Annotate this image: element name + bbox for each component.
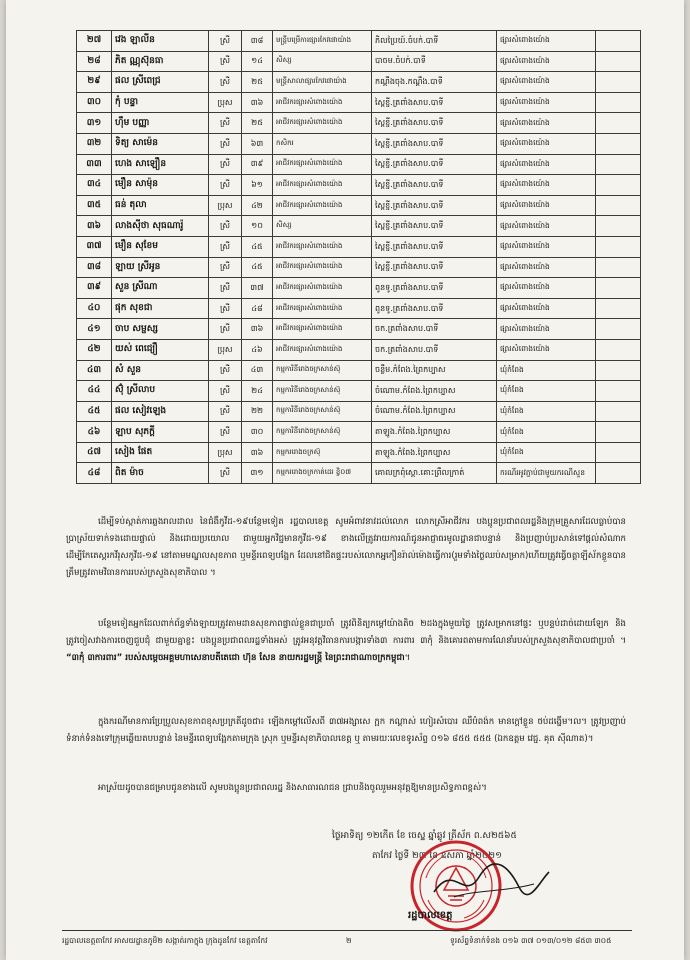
remark — [596, 442, 641, 463]
footer-divider — [62, 930, 632, 931]
exposure-location: ផ្សារសំពោងយ៉ោង — [497, 175, 596, 196]
person-name: ធន់ តុលា — [112, 195, 209, 216]
person-name: ហេង សាឡឿន — [112, 154, 209, 175]
person-sex: ស្រី — [209, 216, 242, 237]
row-number: ៣៣ — [77, 154, 112, 175]
person-age: ២២ — [242, 401, 273, 422]
person-name: ចាប សម្ផស្ស — [112, 319, 209, 340]
footer-address: រដ្ឋបាលខេត្តតាកែវ អាសយដ្ឋានភូមិ២ សង្កាត់រកាក្នុង ក្រុងដូនកែវ ខេត្តតាកែវ — [62, 936, 268, 945]
person-name: ផុក សុខជា — [112, 298, 209, 319]
signatory-title: រដ្ឋបាលខេត្ត — [408, 910, 453, 921]
person-sex: ស្រី — [209, 175, 242, 196]
person-age: ១០ — [242, 216, 273, 237]
remark — [596, 401, 641, 422]
table-row — [77, 278, 641, 299]
exposure-location: ឃុំកំពែង — [497, 422, 596, 443]
person-age: ៤៥ — [242, 236, 273, 257]
person-sex: ស្រី — [209, 154, 242, 175]
exposure-location: ផ្សារសំពោងយ៉ោង — [497, 113, 596, 134]
case-roster-table — [76, 30, 641, 484]
remark — [596, 381, 641, 402]
person-name: យស់ ពេជ្យឿ — [112, 339, 209, 360]
table-row — [77, 339, 641, 360]
person-name: កុំ បន្ទា — [112, 92, 209, 113]
exposure-location: ផ្សារសំពោងយ៉ោង — [497, 257, 596, 278]
paragraph-closing: អាស្រ័យដូចបានជម្រាបជូនខាងលើ សូមបងប្អូនប្រជាពលរដ្ឋ និងសាធារណជន ជ្រាបនិងចូលរួមអនុវត្តឱ្យមានប្រសិទ្ធភាពខ្ពស់។ — [98, 783, 487, 793]
person-sex: ប្រុស — [209, 339, 242, 360]
remark — [596, 236, 641, 257]
row-number: ៣៥ — [77, 195, 112, 216]
person-age: ៤៨ — [242, 298, 273, 319]
row-number: ៣៦ — [77, 216, 112, 237]
person-name: ពិត ម៉ាច — [112, 463, 209, 484]
exposure-location: ផ្សារសំពោងយ៉ោង — [497, 72, 596, 93]
person-age: ៤៦ — [242, 339, 273, 360]
person-address: ភិលប្រៃយ៍.ចំបក់.បាទី — [372, 31, 497, 52]
exposure-location: ឃុំកំពែង — [497, 442, 596, 463]
person-occupation: កម្មកររោងចក្រស៊ុ — [273, 442, 372, 463]
exposure-location: ផ្សារសំពោងយ៉ោង — [497, 236, 596, 257]
row-number: ៣៨ — [77, 257, 112, 278]
person-sex: ប្រុស — [209, 195, 242, 216]
person-sex: ស្រី — [209, 133, 242, 154]
person-age: ៦១ — [242, 175, 273, 196]
person-sex: ស្រី — [209, 360, 242, 381]
person-age: ២៥ — [242, 113, 273, 134]
person-occupation: កម្មការិនីរោងចក្រសាន់ស៊ុ — [273, 381, 372, 402]
person-name: ផល សៀវឡេង — [112, 401, 209, 422]
table-row — [77, 133, 641, 154]
remark — [596, 360, 641, 381]
person-name: ភិត ណ្ណុស៊ុនធា — [112, 51, 209, 72]
date-lunar: ថ្ងៃអាទិត្យ ១២កើត ខែ ចេស្ឋ ឆ្នាំឆ្លូវ ត្រីស័ក ព.ស២៥៦៥ — [332, 831, 517, 841]
person-address: តាឡូង.កំពែង.ព្រៃកប្បាស — [372, 422, 497, 443]
exposure-location: ឃុំកំពែង — [497, 360, 596, 381]
date-solar: តាកែវ ថ្ងៃទី ២៣ ខែ ឧសភា ឆ្នាំ២០២១ — [372, 851, 502, 861]
person-occupation: អាជីវករផ្សារសំពោងយ៉ោង — [273, 257, 372, 278]
person-address: ពូនទូ.ត្រពាំងសាប.បាទី — [372, 298, 497, 319]
paragraph-precautions-slogan: “៣កុំ ៣ការពារ” របស់សម្ដេចអគ្គមហាសេនាបតីតេជោ ហ៊ុន សែន នាយករដ្ឋមន្ត្រី នៃព្រះរាជាណាចក្រកម្ពុជា — [66, 653, 405, 663]
paragraph-precautions: បន្ថែមទៀតអ្នកដែលពាក់ព័ន្ធទាំងឡាយត្រូវតាមដានសុខភាពផ្ទាល់ខ្លួនជាប្រចាំ ត្រូវពិនិត្យកម្ដៅយ៉ាងតិច ២ដងក្នុងមួយថ្ងៃ ត្រូវសម្រាកនៅផ្ទះ ឬបន្ទប់ដាច់ដោយឡែក និងត្រូវចៀសវាងការចេញជួបជុំ ជាមួយគ្នាខ្លះ បងប្អូនប្រជាពលរដ្ឋទាំងអស់ ត្រូវអនុវត្តវិធានការបង្ការទាំង៣ ការពារ ៣កុំ និងគោរពតាមការណែនាំរបស់ក្រសួងសុខាភិបាលជាប្រចាំ ។ “៣កុំ ៣ការពារ” របស់សម្ដេចអគ្គមហាសេនាបតីតេជោ ហ៊ុន សែន នាយករដ្ឋមន្ត្រី នៃព្រះរាជាណាចក្រកម្ពុជា។ — [66, 619, 626, 663]
person-name: លាងស៊ីថា សុធណារ៉ូ — [112, 216, 209, 237]
exposure-location: ផ្សារសំពោងយ៉ោង — [497, 154, 596, 175]
remark — [596, 257, 641, 278]
exposure-location: ផ្សារសំពោងយ៉ោង — [497, 51, 596, 72]
person-sex: ស្រី — [209, 422, 242, 443]
remark — [596, 339, 641, 360]
row-number: ៤១ — [77, 319, 112, 340]
person-age: ២៤ — [242, 381, 273, 402]
table-row — [77, 360, 641, 381]
person-address: ចំណោម.កំពែង.ព្រៃកប្បាស — [372, 381, 497, 402]
person-occupation: អាជីវករផ្សារសំពោងយ៉ោង — [273, 339, 372, 360]
row-number: ៣៩ — [77, 278, 112, 299]
person-occupation: កម្មការិនីរោងចក្រសាន់ស៊ុ — [273, 422, 372, 443]
remark — [596, 195, 641, 216]
row-number: ៣០ — [77, 92, 112, 113]
paragraph-appeal: ដើម្បីទប់ស្កាត់ការឆ្លងរាលដាល នៃជំងឺកូវីដ-១៩បន្ថែមទៀត រដ្ឋបាលខេត្ត សូមអំពាវនាវដល់លោក លោកស្រីអាជីវករ បងប្អូនប្រជាពលរដ្ឋនិងក្រុមគ្រួសារដែលធ្លាប់បានប្រាស្រ័យទាក់ទងដោយផ្ទាល់ និងដោយប្រយោល ជាមួយអ្នកវិជ្ជមានកូវីដ-១៩ ខាងលើត្រូវរាយការណ៍ជូនអាជ្ញាធរមូលដ្ឋានជាបន្ទាន់ និងប្រញាប់ប្រសាន់ទៅផ្តល់សំណាក ដើម្បីកែតេស្តរកវីរុសកូវីដ-១៩ នៅតាមមណ្ឌលសុខភាព ឬមន្ទីរពេទ្យបង្អែក ដែលនៅជិតផ្ទះរបស់លោកអ្នកឿនរ៉ាល់ម៉ោងធ្វើការ(រួមទាំងថ្ងៃឈប់សម្រាក)ហើយត្រូវធ្វើចត្តាឡីស័កខ្លួនបានត្រឹមត្រូវតាមវិធានការរបស់ក្រសួងសុខាភិបាល ។ — [66, 517, 626, 578]
table-row — [77, 51, 641, 72]
person-sex: ស្រី — [209, 236, 242, 257]
person-age: ២៥ — [242, 72, 273, 93]
person-address: គោលក្រពុំស្គោ.គោះព្រឹលក្រាត់ — [372, 463, 497, 484]
document-page — [6, 0, 684, 960]
person-occupation: អាជីវករផ្សារសំពោងយ៉ោង — [273, 92, 372, 113]
person-name: សំ សួន — [112, 360, 209, 381]
exposure-location: ផ្សារសំពោងយ៉ោង — [497, 195, 596, 216]
person-address: ស្ពៃខ្ចី.ត្រពាំងសាប.បាទី — [372, 92, 497, 113]
person-occupation: កម្មកររោងចក្រកាត់ដេរ ខ្វិ០៧ — [273, 463, 372, 484]
table-row — [77, 442, 641, 463]
person-address: ស្ពៃខ្ចី.ត្រពាំងសាប.បាទី — [372, 236, 497, 257]
exposure-location: ផ្សារសំពោងយ៉ោង — [497, 92, 596, 113]
person-occupation: អាជីវករផ្សារសំពោងយ៉ោង — [273, 278, 372, 299]
exposure-location: ឃុំកំពែង — [497, 381, 596, 402]
person-name: ឡាប សុភក្ដី — [112, 422, 209, 443]
remark — [596, 463, 641, 484]
row-number: ៤៦ — [77, 422, 112, 443]
row-number: ២៩ — [77, 72, 112, 93]
remark — [596, 298, 641, 319]
person-address: ស្ពៃខ្ចី.ត្រពាំងសាប.បាទី — [372, 175, 497, 196]
footer-contact: ទូរស័ព្ទទំនាក់ទំនង ០១៦ ៣៧ ០១៣/០១២ ៨៥៣ ៣០៥ — [450, 936, 612, 945]
person-occupation: កម្មការិនីរោងចក្រសាន់ស៊ុ — [273, 360, 372, 381]
row-number: ៤៨ — [77, 463, 112, 484]
row-number: ២៧ — [77, 31, 112, 52]
paragraph-precautions-text: បន្ថែមទៀតអ្នកដែលពាក់ព័ន្ធទាំងឡាយត្រូវតាមដានសុខភាពផ្ទាល់ខ្លួនជាប្រចាំ ត្រូវពិនិត្យកម្ដៅយ៉ាងតិច ២ដងក្នុងមួយថ្ងៃ ត្រូវសម្រាកនៅផ្ទះ ឬបន្ទប់ដាច់ដោយឡែក និងត្រូវចៀសវាងការចេញជួបជុំ ជាមួយគ្នាខ្លះ បងប្អូនប្រជាពលរដ្ឋទាំងអស់ ត្រូវអនុវត្តវិធានការបង្ការទាំង៣ ការពារ ៣កុំ និងគោរពតាមការណែនាំរបស់ក្រសួងសុខាភិបាលជាប្រចាំ ។ — [66, 619, 626, 646]
table-row — [77, 381, 641, 402]
person-age: ៣៦ — [242, 442, 273, 463]
table-row — [77, 113, 641, 134]
row-number: ៣២ — [77, 133, 112, 154]
person-age: ៣៦ — [242, 92, 273, 113]
person-address: ស្ពៃខ្ចី.ត្រពាំងសាប.បាទី — [372, 195, 497, 216]
person-address: ពូនទូ.ត្រពាំងសាប.បាទី — [372, 278, 497, 299]
exposure-location: ផ្សារសំពោងយ៉ោង — [497, 278, 596, 299]
table-row — [77, 298, 641, 319]
person-age: ៣៨ — [242, 31, 273, 52]
paragraph-symptoms: ក្នុងករណីមានការប្រែប្រួលសុខភាពខុសប្រក្រតីដូចជា៖ ឡើងកម្ដៅលើសពី ៣៧អង្សាសេ ក្អក កណ្តាស់ ហៀរសំបោរ ឈឺបំពង់ក មានក្ដៅខ្លួន ថប់ដង្ហើម។ល។ ត្រូវប្រញាប់ទំនាក់ទំនងទៅក្រុមឆ្លើយតបបន្ទាន់ នៃមន្ទីរពេទ្យបង្អែកតាមក្រុង ស្រុក ឬមន្ទីរសុខាភិបាលខេត្ត ឬ តាមរយៈលេខទូរស័ព្ទ ០១៦ ៨៥៥ ៥៥៥ (ឯកឧត្តម វេជ្ជ. គុត ស៊ីណាត)។ — [66, 717, 626, 744]
row-number: ៤៧ — [77, 442, 112, 463]
person-occupation: សិស្ស — [273, 216, 372, 237]
person-sex: ស្រី — [209, 319, 242, 340]
table-row — [77, 92, 641, 113]
person-age: ៣៩ — [242, 154, 273, 175]
remark — [596, 422, 641, 443]
row-number: ៤៤ — [77, 381, 112, 402]
remark — [596, 72, 641, 93]
row-number: ៤២ — [77, 339, 112, 360]
remark — [596, 113, 641, 134]
person-occupation: អាជីវករផ្សារសំពោងយ៉ោង — [273, 113, 372, 134]
person-sex: ប្រុស — [209, 442, 242, 463]
person-occupation: អាជីវករផ្សារសំពោងយ៉ោង — [273, 175, 372, 196]
remark — [596, 154, 641, 175]
person-age: ៣៧ — [242, 278, 273, 299]
exposure-location: ផ្សារសំពោងយ៉ោង — [497, 133, 596, 154]
person-address: ស្ពៃខ្ចី.ត្រពាំងសាប.បាទី — [372, 133, 497, 154]
table-row — [77, 257, 641, 278]
person-age: ៦៣ — [242, 133, 273, 154]
person-address: បាចម.ចំបក់.បាទី — [372, 51, 497, 72]
person-address: ចំណោម.កំពែង.ព្រៃកប្បាស — [372, 401, 497, 422]
person-sex: ស្រី — [209, 463, 242, 484]
person-sex: ស្រី — [209, 72, 242, 93]
table-row — [77, 154, 641, 175]
person-name: ទិត្យ សាម៉េន — [112, 133, 209, 154]
person-name: មឿន សាម៉ុន — [112, 175, 209, 196]
exposure-location: ផ្សារសំពោងយ៉ោង — [497, 31, 596, 52]
person-address: ស្ពៃខ្ចី.ត្រពាំងសាប.បាទី — [372, 154, 497, 175]
person-occupation: អាជីវករផ្សារសំពោងយ៉ោង — [273, 154, 372, 175]
person-sex: ស្រី — [209, 257, 242, 278]
person-sex: ស្រី — [209, 381, 242, 402]
remark — [596, 216, 641, 237]
row-number: ៤៥ — [77, 401, 112, 422]
person-age: ៤៣ — [242, 360, 273, 381]
table-row — [77, 216, 641, 237]
person-occupation: អាជីវករផ្សារសំពោងយ៉ោង — [273, 319, 372, 340]
person-address: ចន្លឹម.កំពែង.ព្រៃកប្បាស — [372, 360, 497, 381]
person-address: កណ្តឹងចុង.កណ្តឹង.បាទី — [372, 72, 497, 93]
row-number: ៣១ — [77, 113, 112, 134]
row-number: ៤៣ — [77, 360, 112, 381]
person-name: ឡាយ ស្រីអូន — [112, 257, 209, 278]
person-occupation: អាជីវករផ្សារសំពោងយ៉ោង — [273, 195, 372, 216]
row-number: ៣៤ — [77, 175, 112, 196]
person-age: ១៤ — [242, 51, 273, 72]
person-address: ស្ពៃខ្ចី.ត្រពាំងសាប.បាទី — [372, 216, 497, 237]
person-name: សៀង ផែត — [112, 442, 209, 463]
table-row — [77, 319, 641, 340]
person-sex: ស្រី — [209, 31, 242, 52]
row-number: ២៨ — [77, 51, 112, 72]
row-number: ៣៧ — [77, 236, 112, 257]
person-age: ៤២ — [242, 195, 273, 216]
person-sex: ស្រី — [209, 113, 242, 134]
row-number: ៤០ — [77, 298, 112, 319]
remark — [596, 51, 641, 72]
table-row — [77, 195, 641, 216]
exposure-location: ឃុំកំពែង — [497, 401, 596, 422]
person-occupation: កម្មការិនីរោងចក្រសាន់ស៊ុ — [273, 401, 372, 422]
person-sex: ស្រី — [209, 401, 242, 422]
table-row — [77, 422, 641, 443]
exposure-location: ផ្សារសំពោងយ៉ោង — [497, 319, 596, 340]
remark — [596, 278, 641, 299]
person-address: ចក.ត្រពាំងសាប.បាទី — [372, 339, 497, 360]
person-address: តាឡូង.កំពែង.ព្រៃកប្បាស — [372, 442, 497, 463]
footer-page-number: ២ — [346, 936, 352, 945]
person-address: ស្ពៃខ្ចី.ត្រពាំងសាប.បាទី — [372, 257, 497, 278]
remark — [596, 31, 641, 52]
person-name: ផល ស្រីពេជ្រ — [112, 72, 209, 93]
person-sex: ស្រី — [209, 51, 242, 72]
exposure-location: ករណីរអូវភ្ជាប់ជាមួយករណីសួន — [497, 463, 596, 484]
person-name: សួន ស្រីណា — [112, 278, 209, 299]
person-occupation: អាជីវករផ្សារសំពោងយ៉ោង — [273, 298, 372, 319]
exposure-location: ផ្សារសំពោងយ៉ោង — [497, 339, 596, 360]
person-age: ៣០ — [242, 422, 273, 443]
person-occupation: សិស្ស — [273, 51, 372, 72]
person-age: ៣៦ — [242, 319, 273, 340]
person-occupation: កសិករ — [273, 133, 372, 154]
remark — [596, 92, 641, 113]
signature-scribble-icon — [424, 852, 554, 912]
person-name: ស៊ុំ ស្រីលាប — [112, 381, 209, 402]
person-name: ហ៊ឹម បញ្ញា — [112, 113, 209, 134]
person-address: ស្ពៃខ្ចី.ត្រពាំងសាប.បាទី — [372, 113, 497, 134]
table-row — [77, 72, 641, 93]
table-row — [77, 31, 641, 52]
remark — [596, 133, 641, 154]
person-occupation: អាជីវករផ្សារសំពោងយ៉ោង — [273, 236, 372, 257]
table-row — [77, 401, 641, 422]
person-occupation: មន្ត្រីបម្រើការផ្សារកែវផោយ៉ាង — [273, 31, 372, 52]
remark — [596, 319, 641, 340]
exposure-location: ផ្សារសំពោងយ៉ោង — [497, 216, 596, 237]
person-sex: ស្រី — [209, 298, 242, 319]
exposure-location: ផ្សារសំពោងយ៉ោង — [497, 298, 596, 319]
table-row — [77, 175, 641, 196]
person-occupation: មន្ត្រីសាលាផ្សារកែវផោយ៉ាង — [273, 72, 372, 93]
person-sex: ស្រី — [209, 278, 242, 299]
person-age: ៤៥ — [242, 257, 273, 278]
table-row — [77, 236, 641, 257]
person-sex: ប្រុស — [209, 92, 242, 113]
person-address: ចក.ត្រពាំងសាប.បាទី — [372, 319, 497, 340]
person-age: ៣១ — [242, 463, 273, 484]
person-name: មឿន សុខែម — [112, 236, 209, 257]
person-name: វេង ឡាលីន — [112, 31, 209, 52]
remark — [596, 175, 641, 196]
table-row — [77, 463, 641, 484]
